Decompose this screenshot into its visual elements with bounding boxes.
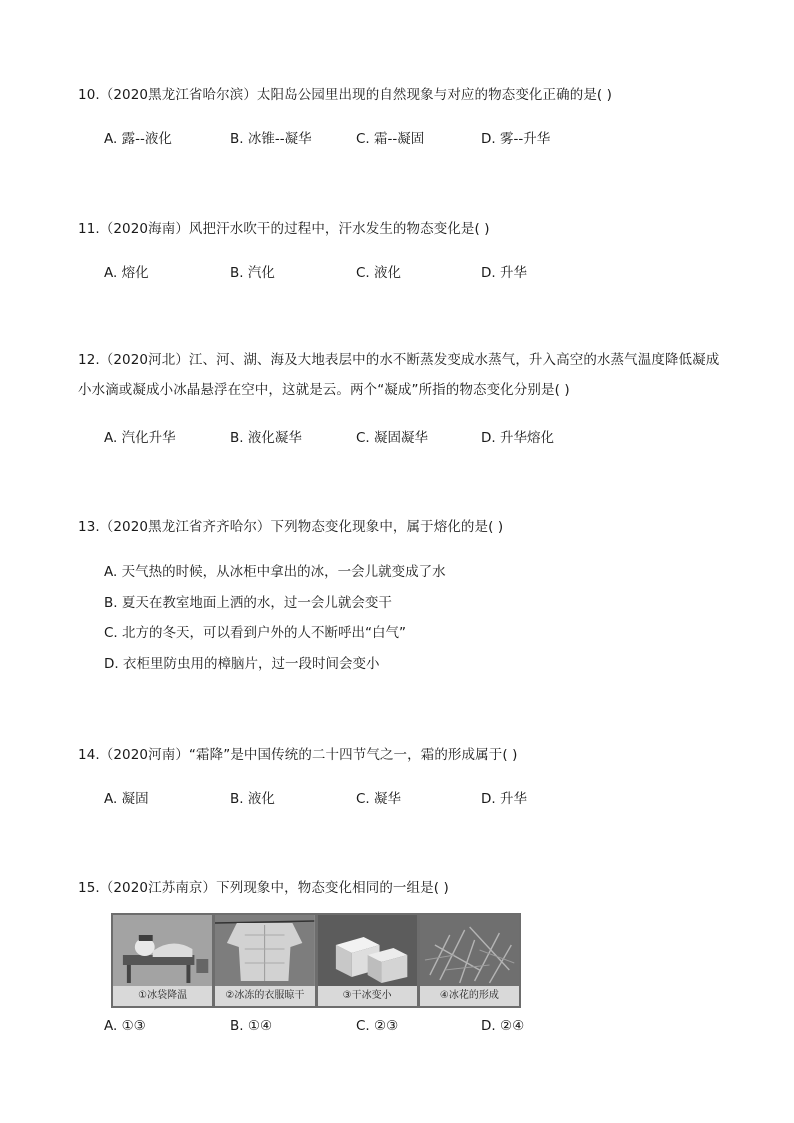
- image-caption-4: ④冰花的形成: [420, 986, 519, 1006]
- question-14-option-b[interactable]: B. 液化: [230, 791, 275, 807]
- question-15-stem: 15.（2020江苏南京）下列现象中，物态变化相同的一组是( ): [78, 880, 449, 896]
- image-frozen-clothes-drying: [215, 915, 314, 1006]
- question-14-option-a[interactable]: A. 凝固: [104, 791, 149, 807]
- question-15-option-a[interactable]: A. ①③: [104, 1018, 146, 1034]
- question-11-option-d[interactable]: D. 升华: [481, 265, 527, 281]
- question-11-option-b[interactable]: B. 汽化: [230, 265, 275, 281]
- question-12-option-c[interactable]: C. 凝固凝华: [356, 430, 429, 446]
- ice-flower-illustration-icon: [420, 915, 519, 986]
- image-ice-flower-formation: [420, 915, 519, 1006]
- question-15-image-strip: [111, 913, 521, 1008]
- question-15-option-c[interactable]: C. ②③: [356, 1018, 399, 1034]
- frozen-clothes-illustration-icon: [215, 915, 314, 986]
- image-dry-ice-shrinking: [318, 915, 417, 1006]
- question-13-option-a[interactable]: A. 天气热的时候，从冰柜中拿出的冰，一会儿就变成了水: [104, 564, 446, 580]
- image-caption-1: ①冰袋降温: [113, 986, 212, 1006]
- question-10-option-d[interactable]: D. 雾--升华: [481, 131, 551, 147]
- question-13-stem: 13.（2020黑龙江省齐齐哈尔）下列物态变化现象中，属于熔化的是( ): [78, 519, 504, 535]
- question-12-option-b[interactable]: B. 液化凝华: [230, 430, 302, 446]
- question-10-option-a[interactable]: A. 露--液化: [104, 131, 172, 147]
- question-15-option-d[interactable]: D. ②④: [481, 1018, 525, 1034]
- image-caption-2: ②冰冻的衣服晾干: [215, 986, 314, 1006]
- question-13-option-b[interactable]: B. 夏天在教室地面上洒的水，过一会儿就会变干: [104, 595, 392, 611]
- question-12-option-a[interactable]: A. 汽化升华: [104, 430, 176, 446]
- question-11-option-a[interactable]: A. 熔化: [104, 265, 149, 281]
- question-10-stem: 10.（2020黑龙江省哈尔滨）太阳岛公园里出现的自然现象与对应的物态变化正确的是( ): [78, 87, 613, 103]
- question-10-option-c[interactable]: C. 霜--凝固: [356, 131, 425, 147]
- question-13-option-c[interactable]: C. 北方的冬天，可以看到户外的人不断呼出“白气”: [104, 625, 406, 641]
- question-13-option-d[interactable]: D. 衣柜里防虫用的樟脑片，过一段时间会变小: [104, 656, 380, 672]
- question-12-stem: 12.（2020河北）江、河、湖、海及大地表层中的水不断蒸发变成水蒸气，升入高空的水蒸气温度降低凝成小水滴或凝成小冰晶悬浮在空中，这就是云。两个“凝成”所指的物态变化分别是( ): [78, 352, 720, 398]
- question-12-option-d[interactable]: D. 升华熔化: [481, 430, 554, 446]
- image-ice-bag-cooling: [113, 915, 212, 1006]
- question-10-option-b[interactable]: B. 冰锥--凝华: [230, 131, 312, 147]
- question-14-option-c[interactable]: C. 凝华: [356, 791, 402, 807]
- question-11-stem: 11.（2020海南）风把汗水吹干的过程中，汗水发生的物态变化是( ): [78, 221, 490, 237]
- question-15-option-b[interactable]: B. ①④: [230, 1018, 273, 1034]
- ice-bag-illustration-icon: [113, 915, 212, 986]
- question-14-option-d[interactable]: D. 升华: [481, 791, 527, 807]
- image-caption-3: ③干冰变小: [318, 986, 417, 1006]
- question-14-stem: 14.（2020河南）“霜降”是中国传统的二十四节气之一，霜的形成属于( ): [78, 747, 518, 763]
- question-11-option-c[interactable]: C. 液化: [356, 265, 402, 281]
- dry-ice-illustration-icon: [318, 915, 417, 986]
